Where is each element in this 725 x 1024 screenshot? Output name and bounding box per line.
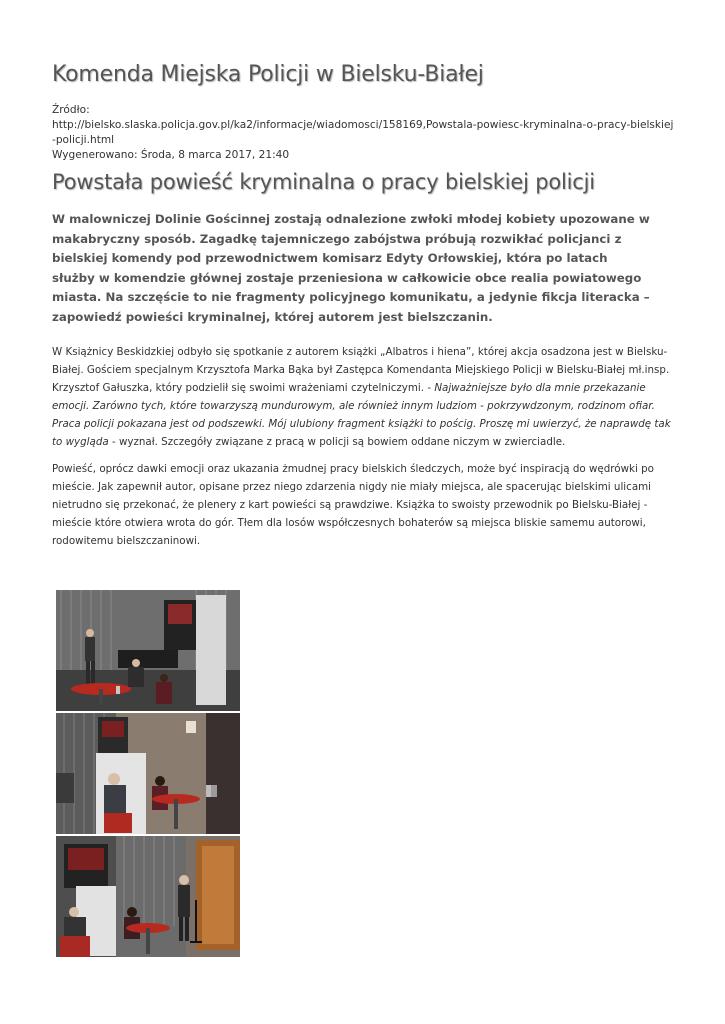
paragraph-1-intro: W Książnicy Beskidzkiej odbyło się spotkanie z autorem książki „Albatros i hiena”, której akcja osadzona jest w Bielsku-Białej. Gościem specjalnym Krzysztofa Marka Bąka był Zastępca Komendanta Miejskiego Policji w Bielsku-Białej mł.insp. Krzysztof Gałuszka, który podzielił się swoimi wrażeniami czytelniczymi. - [52,346,670,394]
source-label: Źródło: [52,104,90,116]
photo-gallery [56,590,240,959]
site-title: Komenda Miejska Policji w Bielsku-Białej [52,62,484,87]
event-photo-1 [56,590,240,711]
article-title: Powstała powieść kryminalna o pracy bielskiej policji [52,170,595,194]
paragraph-1-outro: - wyznał. Szczegóły związane z pracą w policji są bowiem oddane niczym w zwierciadle. [108,436,566,448]
event-photo-3 [56,836,240,957]
source-url[interactable]: http://bielsko.slaska.policja.gov.pl/ka2/informacje/wiadomosci/158169,Powstala-powiesc-kryminalna-o-pracy-bielskiej-policji.html [52,119,674,146]
article-lead: W malowniczej Dolinie Gościnnej zostają odnalezione zwłoki młodej kobiety upozowane w makabryczny sposób. Zagadkę tajemniczego zabójstwa próbują rozwikłać policjanci z bielskiej komendy pod przewodnictwem komisarz Edyty Orłowskiej, która po latach służby w komendzie głównej zostaje przeniesiona w całkowicie obce realia powiatowego miasta. Na szczęście to nie fragmenty policyjnego komunikatu, a jedynie fikcja literacka – zapowiedź powieści kryminalnej, której autorem jest bielszczanin. [52,212,650,324]
paragraph-1-quote: Najważniejsze było dla mnie przekazanie emocji. Zarówno tych, które towarzyszą mundurowym, ale również innym ludziom - pokrzywdzonym, rodzinom ofiar. Praca policji pokazana jest od podszewki. Mój ulubiony fragment książki to pościg. Proszę mi uwierzyć, że naprawdę tak to wygląda [52,382,671,448]
event-photo-2 [56,713,240,834]
article-paragraph-2: Powieść, oprócz dawki emocji oraz ukazania żmudnej pracy bielskich śledczych, może być inspiracją do wędrówki po mieście. Jak zapewnił autor, opisane przez niego zdarzenia nigdy nie miały miejsca, ale spacerując bielskimi ulicami nietrudno się przekonać, że plenery z kart powieści są prawdziwe. Książka to swoisty przewodnik po Bielsku-Białej - mieście które otwiera wrota do gór. Tłem dla losów współczesnych bohaterów są miejsca bliskie samemu autorowi, rodowitemu bielszczaninowi. [52,463,654,547]
generated-timestamp: Wygenerowano: Środa, 8 marca 2017, 21:40 [52,149,290,161]
article-paragraph-1 [52,343,677,451]
source-meta [52,103,677,163]
